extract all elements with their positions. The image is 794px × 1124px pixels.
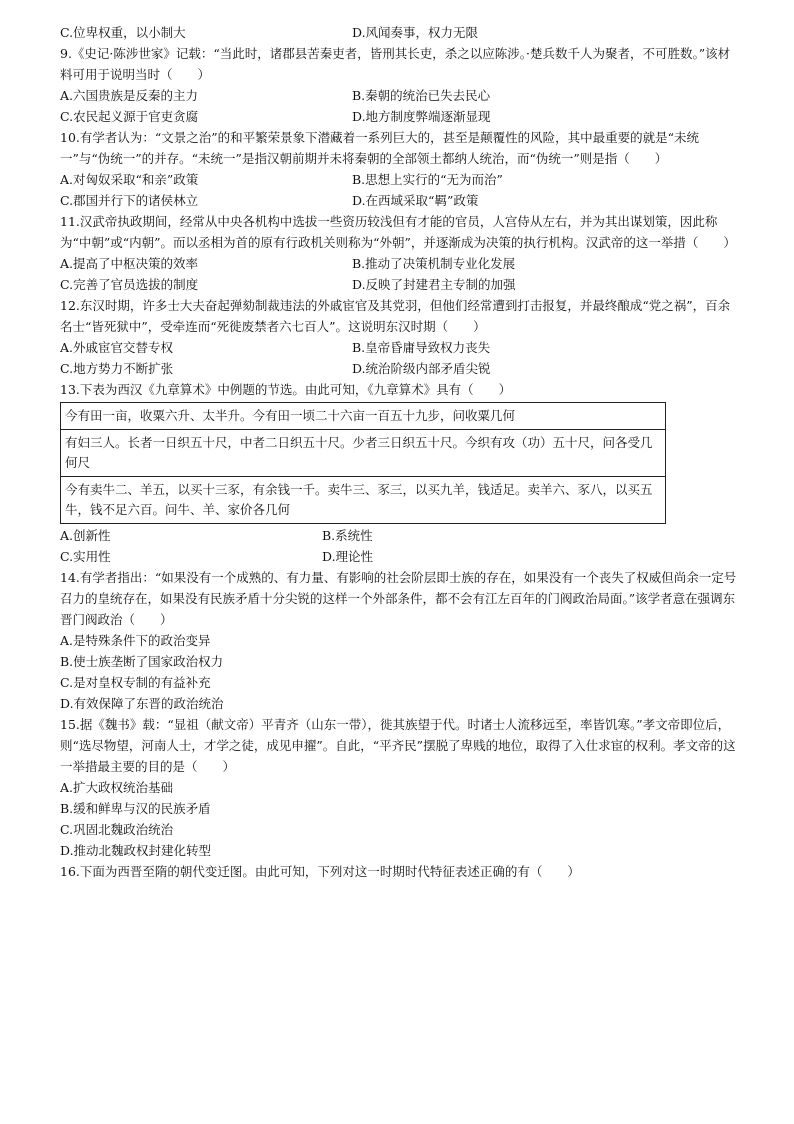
q13-stem: 13.下表为西汉《九章算术》中例题的节选。由此可知，《九章算术》具有（ ） xyxy=(60,382,512,397)
q15-option-a: A.扩大政权统治基础 xyxy=(60,780,174,795)
q13-table xyxy=(60,402,666,524)
q15-option-d: D.推动北魏政权封建化转型 xyxy=(60,843,212,858)
q13-option-d: D.理论性 xyxy=(322,549,374,564)
q14-option-b: B.使士族垄断了国家政治权力 xyxy=(60,654,224,669)
q11-option-a: A.提高了中枢决策的效率 xyxy=(60,256,199,271)
q8-option-c: C.位卑权重，以小制大 xyxy=(60,25,186,40)
q10-option-d: D.在西域采取“羁”政策 xyxy=(352,193,479,208)
q11-option-d: D.反映了封建君主专制的加强 xyxy=(352,277,516,292)
q11-stem: 11.汉武帝执政期间，经常从中央各机构中选拔一些资历较浅但有才能的官员，人宫侍从左右，并为其出谋划策，因此称为“中朝”或“内朝”。而以丞相为首的原有行政机关则称为“外朝”，并逐渐成为决策的执行机构。汉武帝的这一举措（ ） xyxy=(60,214,736,250)
q10-option-a: A.对匈奴采取“和亲”政策 xyxy=(60,172,199,187)
q14-option-a: A.是特殊条件下的政治变异 xyxy=(60,633,211,648)
q14-option-d: D.有效保障了东晋的政治统治 xyxy=(60,696,224,711)
q13-options-ab xyxy=(60,525,740,546)
table-cell: 今有卖牛二、羊五，以买十三豕，有余钱一千。卖牛三、豕三，以买九羊，钱适足。卖羊六、豕八，以买五牛，钱不足六百。问牛、羊、家价各几何 xyxy=(61,477,666,524)
q12-option-a: A.外戚宦官交替专权 xyxy=(60,340,174,355)
table-row xyxy=(61,477,666,524)
q9-option-a: A.六国贵族是反秦的主力 xyxy=(60,88,199,103)
q15-option-b: B.缓和鲜卑与汉的民族矛盾 xyxy=(60,801,211,816)
q9-options-ab xyxy=(60,85,740,106)
q14-option-c: C.是对皇权专制的有益补充 xyxy=(60,675,211,690)
q9-options-cd xyxy=(60,106,740,127)
q10-options-ab xyxy=(60,169,740,190)
q12-option-c: C.地方势力不断扩张 xyxy=(60,361,174,376)
q13-options-cd xyxy=(60,546,740,567)
q12-stem: 12.东汉时期，许多士大夫奋起弹劾制裁违法的外戚宦官及其党羽，但他们经常遭到打击报复，并最终酿成“党之祸”，百余名士“皆死狱中”，受牵连而“死徙废禁者六七百人”。这说明东汉时期（ ） xyxy=(60,298,731,334)
table-cell: 有妇三人。长者一日织五十尺，中者二日织五十尺。少者三日织五十尺。今织有攻（功）五十尺，问各受几何尺 xyxy=(61,430,666,477)
q12-option-b: B.皇帝昏庸导致权力丧失 xyxy=(352,340,491,355)
q12-option-d: D.统治阶级内部矛盾尖锐 xyxy=(352,361,491,376)
q10-option-b: B.思想上实行的“无为而治” xyxy=(352,172,503,187)
q9-option-c: C.农民起义源于官吏贪腐 xyxy=(60,109,199,124)
q11-option-c: C.完善了官员选拔的制度 xyxy=(60,277,199,292)
q9-option-d: D.地方制度弊端逐渐显现 xyxy=(352,109,491,124)
table-row xyxy=(61,430,666,477)
q13-option-a: A.创新性 xyxy=(60,528,111,543)
table-row xyxy=(61,403,666,430)
q13-option-c: C.实用性 xyxy=(60,549,111,564)
q13-option-b: B.系统性 xyxy=(322,528,373,543)
q15-stem: 15.据《魏书》载：“显祖（献文帝）平青齐（山东一带），徙其族望于代。时诸士人流移远至，率皆饥寒。”孝文帝即位后，则“选尽物望，河南人士，才学之徒，成见申擢”。自此，“平齐民”摆脱了卑贱的地位，取得了入仕求宦的权利。孝文帝的这一举措最主要的目的是（ ） xyxy=(60,717,736,774)
q12-options-ab xyxy=(60,337,740,358)
q11-options-ab xyxy=(60,253,740,274)
q15-option-c: C.巩固北魏政治统治 xyxy=(60,822,174,837)
q10-options-cd xyxy=(60,190,740,211)
q8-option-d: D.风闻奏事，权力无限 xyxy=(352,25,479,40)
q11-option-b: B.推动了决策机制专业化发展 xyxy=(352,256,516,271)
q9-option-b: B.秦朝的统治已失去民心 xyxy=(352,88,491,103)
q8-options-cd xyxy=(60,22,740,43)
q12-options-cd xyxy=(60,358,740,379)
q10-stem: 10.有学者认为：“文景之治”的和平繁荣景象下潜藏着一系列巨大的，甚至是颠覆性的风险，其中最重要的就是“未统一”与“伪统一”的并存。“未统一”是指汉朝前期并未将秦朝的全部领土都纳人统治，而“伪统一”则是指（ ） xyxy=(60,130,700,166)
exam-page xyxy=(60,22,740,882)
q9-stem: 9.《史记·陈涉世家》记载：“当此时，诸郡县苦秦吏者，皆刑其长吏，杀之以应陈涉。·楚兵数千人为聚者，不可胜数。”该材料可用于说明当时（ ） xyxy=(60,46,731,82)
q16-stem: 16.下面为西晋至隋的朝代变迁图。由此可知，下列对这一时期时代特征表述正确的有（ ） xyxy=(60,864,580,879)
table-cell: 今有田一亩，收粟六升、太半升。今有田一顷二十六亩一百五十九步，问收粟几何 xyxy=(61,403,666,430)
q14-stem: 14.有学者指出：“如果没有一个成熟的、有力量、有影响的社会阶层即士族的存在，如果没有一个丧失了权威但尚余一定号召力的皇统存在，如果没有民族矛盾十分尖锐的这样一个外部条件，都不会有江左百年的门阀政治局面。”该学者意在强调东晋门阀政治（ ） xyxy=(60,570,737,627)
q10-option-c: C.郡国并行下的诸侯林立 xyxy=(60,193,199,208)
q11-options-cd xyxy=(60,274,740,295)
